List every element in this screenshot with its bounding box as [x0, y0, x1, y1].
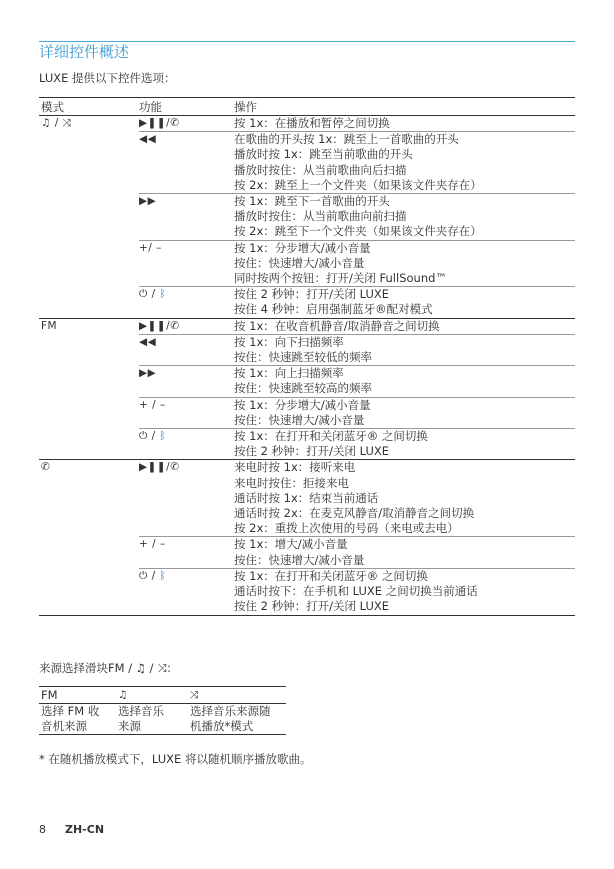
- operation-line: 按住：快速增大/减小音量: [234, 552, 365, 567]
- table-row: [139, 287, 575, 317]
- mode-group: [39, 116, 575, 319]
- locale-code: ZH-CN: [65, 823, 105, 836]
- source-cell-music: [118, 704, 190, 734]
- function-cell: + / –: [139, 398, 166, 411]
- operation-cell: [234, 429, 575, 459]
- table-row: [139, 241, 575, 288]
- bluetooth-icon: ᛒ: [159, 430, 167, 443]
- operation-cell: [234, 132, 575, 193]
- function-cell: ▶▶: [139, 195, 157, 208]
- header-function: 功能: [139, 99, 162, 114]
- source-header-fm: FM: [41, 688, 58, 702]
- source-cell-fm: [39, 704, 118, 734]
- operation-line: 按 2x：跳至上一个文件夹（如果该文件夹存在）: [234, 177, 482, 192]
- operation-cell: [234, 537, 575, 567]
- table-row: [139, 132, 575, 194]
- function-cell: ▶❚❚/✆: [139, 117, 180, 129]
- table-row: [139, 429, 575, 459]
- operation-line: 按 1x：在打开和关闭蓝牙® 之间切换: [234, 568, 428, 583]
- bluetooth-icon: ᛒ: [159, 288, 167, 301]
- function-cell: ⏻ / ᛒ: [139, 288, 167, 301]
- operation-line: 来电时按住：拒接来电: [234, 475, 349, 490]
- source-cell-line: 选择音乐: [118, 704, 164, 718]
- operation-line: 按住：快速跳至较低的频率: [234, 350, 372, 365]
- operation-line: 按 1x：在打开和关闭蓝牙® 之间切换: [234, 429, 428, 444]
- header-operation: 操作: [234, 99, 257, 114]
- function-rows: [139, 319, 575, 460]
- source-header-shuffle-icon: ⤨: [190, 688, 199, 701]
- intro-text: LUXE 提供以下控件选项：: [39, 71, 176, 85]
- mode-cell: FM: [41, 319, 58, 332]
- controls-table: [39, 97, 575, 616]
- operation-line: 来电时按 1x：接听来电: [234, 460, 356, 475]
- operation-line: 按住：快速跳至较高的频率: [234, 381, 372, 396]
- mode-group: [39, 319, 575, 461]
- operation-cell: [234, 287, 575, 317]
- operation-cell: [234, 116, 575, 131]
- operation-line: 按 1x：向下扫描频率: [234, 334, 344, 349]
- operation-line: 按 1x：跳至下一首歌曲的开头: [234, 194, 390, 209]
- source-table: [39, 686, 286, 735]
- header-mode: 模式: [41, 99, 64, 114]
- function-cell: ▶❚❚/✆: [139, 319, 180, 332]
- mode-cell: ♫ / ⤨: [41, 117, 72, 129]
- mode-cell: ✆: [41, 461, 51, 474]
- table-row: [139, 335, 575, 366]
- source-header-music-icon: ♫: [118, 689, 128, 701]
- table-row: [139, 194, 575, 241]
- source-cell-line: 选择音乐来源随: [190, 704, 271, 718]
- function-rows: [139, 116, 575, 318]
- source-cell-shuffle: [190, 704, 286, 734]
- operation-line: 按 1x：向上扫描频率: [234, 366, 344, 381]
- operation-line: 同时按两个按钮：打开/关闭 FullSound™: [234, 271, 447, 286]
- operation-cell: [234, 569, 575, 615]
- operation-line: 通话时按下：在手机和 LUXE 之间切换当前通话: [234, 584, 478, 599]
- function-cell: ⏻ / ᛒ: [139, 569, 167, 582]
- operation-line: 按 2x：重拨上次使用的号码（来电或去电）: [234, 521, 459, 536]
- operation-line: 按 1x：增大/减小音量: [234, 537, 348, 552]
- table-row: [139, 366, 575, 397]
- function-cell: +/ –: [139, 241, 162, 254]
- source-table-row: [39, 704, 286, 735]
- page-title: 详细控件概述: [39, 43, 130, 61]
- operation-line: 按 2x：跳至下一个文件夹（如果该文件夹存在）: [234, 224, 482, 239]
- controls-table-header: [39, 97, 575, 116]
- controls-table-body: [39, 116, 575, 616]
- source-table-header: [39, 686, 286, 704]
- table-row: [139, 537, 575, 568]
- operation-line: 通话时按 1x：结束当前通话: [234, 490, 379, 505]
- table-row: [139, 319, 575, 335]
- operation-line: 按 1x：分步增大/减小音量: [234, 240, 371, 255]
- source-cell-line: 音机来源: [41, 719, 87, 734]
- operation-cell: [234, 319, 575, 334]
- source-cell-line: 选择 FM 收: [41, 704, 100, 718]
- function-rows: [139, 460, 575, 614]
- operation-line: 通话时按 2x：在麦克风静音/取消静音之间切换: [234, 506, 475, 521]
- operation-line: 播放时按 1x：跳至当前歌曲的开头: [234, 147, 413, 162]
- operation-cell: [234, 241, 575, 287]
- operation-line: 按 1x：在播放和暂停之间切换: [234, 116, 390, 130]
- operation-line: 按住 2 秒钟：打开/关闭 LUXE: [234, 287, 390, 302]
- operation-line: 按住 4 秒钟：启用强制蓝牙®配对模式: [234, 302, 433, 317]
- operation-line: 按住：快速增大/减小音量: [234, 255, 365, 270]
- table-row: [139, 398, 575, 429]
- source-cell-line: 机播放*模式: [190, 719, 254, 734]
- operation-cell: [234, 460, 575, 536]
- operation-line: 按 1x：在收音机静音/取消静音之间切换: [234, 318, 440, 333]
- page-number: 8: [39, 823, 46, 836]
- operation-cell: [234, 335, 575, 365]
- operation-line: 按住 2 秒钟：打开/关闭 LUXE: [234, 444, 390, 459]
- mode-group: [39, 460, 575, 615]
- table-row: [139, 569, 575, 615]
- operation-cell: [234, 194, 575, 240]
- footnote: * 在随机播放模式下，LUXE 将以随机顺序播放歌曲。: [39, 752, 312, 766]
- operation-line: 在歌曲的开头按 1x：跳至上一首歌曲的开头: [234, 132, 459, 147]
- function-cell: ◀◀: [139, 133, 157, 146]
- operation-cell: [234, 366, 575, 396]
- table-row: [139, 116, 575, 132]
- operation-line: 播放时按住：从当前歌曲向后扫描: [234, 162, 407, 177]
- operation-line: 播放时按住：从当前歌曲向前扫描: [234, 209, 407, 224]
- function-cell: ◀◀: [139, 335, 157, 348]
- operation-line: 按住 2 秒钟：打开/关闭 LUXE: [234, 599, 390, 614]
- function-cell: + / –: [139, 538, 166, 551]
- source-cell-line: 来源: [118, 719, 141, 734]
- operation-line: 按 1x：分步增大/减小音量: [234, 397, 371, 412]
- table-row: [139, 460, 575, 537]
- operation-line: 按住：快速增大/减小音量: [234, 412, 365, 427]
- function-cell: ⏻ / ᛒ: [139, 430, 167, 443]
- source-slider-label: 来源选择滑块FM / ♫ / ⤨：: [39, 661, 178, 675]
- function-cell: ▶❚❚/✆: [139, 461, 180, 474]
- function-cell: ▶▶: [139, 367, 157, 380]
- bluetooth-icon: ᛒ: [159, 569, 167, 582]
- operation-cell: [234, 398, 575, 428]
